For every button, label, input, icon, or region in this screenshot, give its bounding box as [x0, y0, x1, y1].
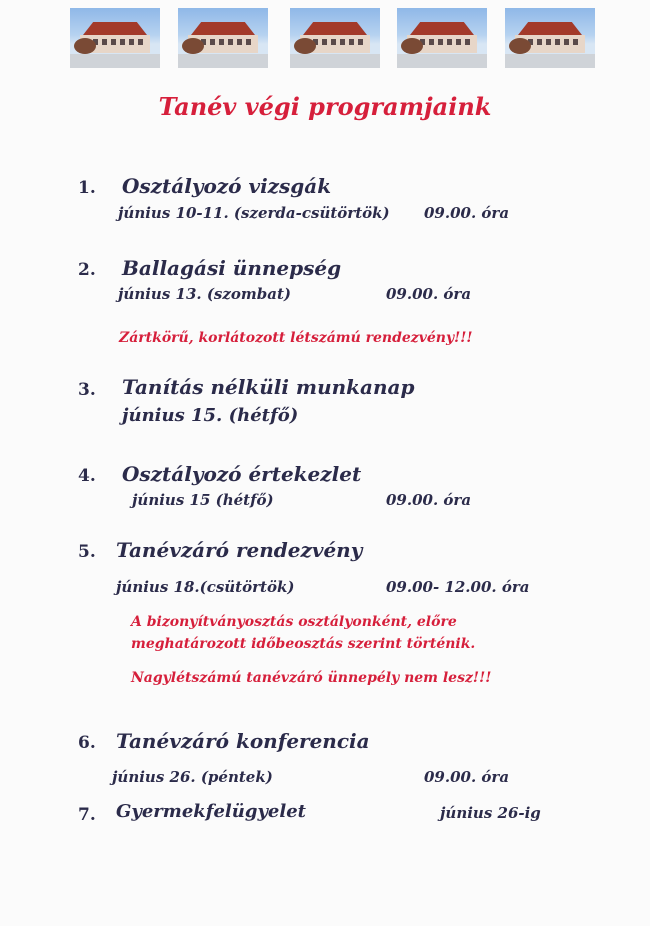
school-building-photo: [397, 8, 487, 68]
school-building-photo: [70, 8, 160, 68]
school-building-photo: [505, 8, 595, 68]
item-time: 09.00. óra: [424, 768, 510, 786]
item-date: június 26-ig: [440, 804, 541, 822]
item-title: Tanévzáró konferencia: [116, 729, 370, 753]
item-number: 3.: [78, 380, 96, 400]
item-title: Osztályozó vizsgák: [122, 174, 332, 198]
item-number: 2.: [78, 260, 96, 280]
school-building-photo: [290, 8, 380, 68]
school-building-photo: [178, 8, 268, 68]
page-title: Tanév végi programjaink: [158, 92, 492, 121]
item-date: június 15 (hétfő): [132, 491, 274, 509]
item-number: 5.: [78, 542, 96, 562]
item-note: Zártkörű, korlátozott létszámú rendezvény!!!: [119, 330, 473, 346]
item-date: június 13. (szombat): [118, 285, 291, 303]
item-date: június 15. (hétfő): [122, 405, 299, 426]
item-title: Ballagási ünnepség: [122, 256, 342, 280]
item-time: 09.00. óra: [386, 285, 472, 303]
item-title: Tanévzáró rendezvény: [116, 538, 363, 562]
item-number: 7.: [78, 805, 96, 825]
item-time: 09.00. óra: [424, 204, 510, 222]
item-note-line: A bizonyítványosztás osztályonként, előre: [131, 614, 457, 630]
item-title: Gyermekfelügyelet: [116, 801, 306, 822]
item-number: 4.: [78, 466, 96, 486]
item-note: Nagylétszámú tanévzáró ünnepély nem lesz!!!: [131, 670, 492, 686]
item-date: június 26. (péntek): [112, 768, 273, 786]
header-photo-strip: [70, 8, 595, 70]
item-title: Tanítás nélküli munkanap: [122, 375, 415, 399]
item-time: 09.00- 12.00. óra: [386, 578, 530, 596]
item-date: június 18.(csütörtök): [116, 578, 295, 596]
item-date: június 10-11. (szerda-csütörtök): [118, 204, 390, 222]
item-number: 1.: [78, 178, 96, 198]
item-time: 09.00. óra: [386, 491, 472, 509]
item-title: Osztályozó értekezlet: [122, 462, 362, 486]
item-note-line: meghatározott időbeosztás szerint történik.: [131, 636, 476, 652]
item-number: 6.: [78, 733, 96, 753]
